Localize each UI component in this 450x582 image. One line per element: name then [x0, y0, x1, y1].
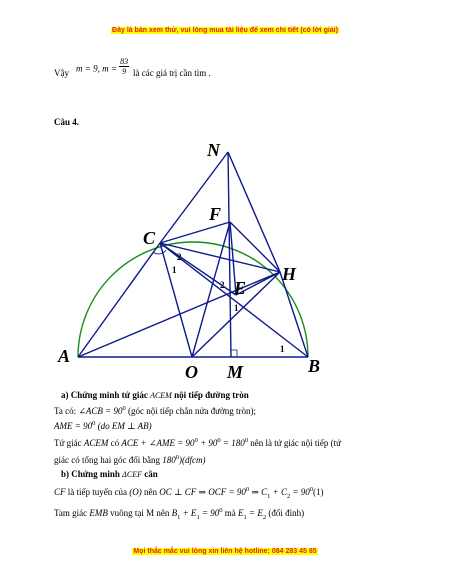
part-a-line3-pre: Tứ giác — [54, 438, 82, 448]
part-b-line1-mid: nên — [144, 487, 157, 497]
part-b-line2-end: (đối đỉnh) — [268, 508, 305, 518]
part-b-title-pre: b) Chứng minh — [61, 469, 120, 479]
part-a-title-var: ACEM — [150, 391, 172, 400]
part-b-title-post: cân — [144, 469, 158, 479]
part-a-title — [61, 390, 249, 400]
part-a-line3-mid: có — [110, 438, 120, 448]
part-a-line4: giác có tổng hai góc đối bằng $180^0)(dfcm)$ — [54, 454, 206, 465]
segment-cn — [160, 152, 228, 243]
right-angle-m — [231, 350, 237, 357]
part-b-title-var: ΔCEF — [122, 470, 142, 479]
part-b-line2-pre: Tam giác — [54, 508, 88, 518]
part-b-line1-o: (O) — [129, 487, 142, 497]
answer-values-text: m = 9, m = — [76, 63, 117, 74]
label-m: M — [227, 362, 244, 382]
part-b-line2-math4: E — [238, 508, 244, 518]
part-b-line2: Tam giác EMB vuông tại M nên $B_1 + E_1 = 90^0$ mà $E_1 = E_2$ (đối đỉnh) — [54, 507, 305, 521]
answer-prefix: Vậy — [54, 68, 69, 78]
part-a-title-pre: a) Chứng minh tứ giác — [61, 390, 148, 400]
part-a-line4-post: )(dfcm) — [178, 455, 206, 465]
part-a-line3-math2: + 90 — [197, 438, 218, 448]
part-a-line1 — [54, 405, 256, 417]
part-b-line2-math: B — [171, 508, 178, 518]
label-c: C — [143, 228, 156, 248]
part-b-line1-text: là tiếp tuyến của — [67, 487, 127, 497]
angle-e1: 1 — [234, 303, 239, 313]
part-b-line2-math3: = 90 — [199, 508, 220, 518]
part-a-line1-math: ∠ACB = 90 — [78, 406, 123, 416]
part-a-line1-sup: 0 — [122, 405, 126, 412]
preview-banner-text: Đây là bản xem thử, vui lòng mua tài liệu để xem chi tiết (có lời giải) — [112, 27, 338, 34]
semicircle-arc — [78, 242, 308, 357]
part-a-line3-math3: = 180 — [220, 438, 245, 448]
part-a-line2-post: (do EM ⊥ AB) — [97, 421, 152, 431]
part-b-line2-math5: = E — [246, 508, 263, 518]
part-b-line1-math3: + C — [270, 487, 287, 497]
part-a-title-post: nội tiếp đường tròn — [174, 390, 249, 400]
angle-c2: 2 — [177, 252, 182, 262]
angle-c1: 1 — [172, 265, 177, 275]
part-a-line4-text: giác có tổng hai góc đối bằng — [54, 455, 160, 465]
label-n: N — [207, 140, 220, 160]
answer-suffix: là các giá trị cần tìm . — [133, 68, 211, 78]
part-b-line1-math2: ⇒ C — [249, 487, 268, 497]
label-b: B — [308, 356, 321, 376]
part-b-line2-mid2: mà — [224, 508, 236, 518]
segment-oc — [160, 243, 192, 357]
hotline-banner-text: Mọi thắc mắc vui lòng xin liên hệ hotline: 084 283 45 85 — [133, 548, 317, 555]
part-b-line1: CF là tiếp tuyến của (O) nên OC ⊥ CF ⇒ OCF = $90^0$ ⇒ $C_1 + C_2 = 90^0(1)$ — [54, 486, 324, 500]
label-f: F — [209, 204, 222, 224]
label-a: A — [58, 346, 71, 366]
part-a-line3: Tứ giác ACEM có ACE + ∠AME = $90^0 + 90^0 = 180^0$ nên là tứ giác nội tiếp (tứ — [54, 437, 341, 448]
part-a-line2-sup: 0 — [92, 420, 96, 427]
hotline-banner — [0, 548, 450, 555]
fraction-numerator: 83 — [120, 57, 129, 66]
part-a-line1-post: (góc nội tiếp chắn nửa đường tròn); — [127, 406, 256, 416]
segment-cf — [160, 222, 230, 243]
part-b-line2-math2: + E — [180, 508, 197, 518]
part-a-line2 — [54, 420, 152, 432]
label-e: E — [234, 278, 247, 298]
label-o: O — [185, 362, 198, 382]
segment-cb — [160, 243, 308, 357]
segment-nh — [228, 152, 280, 272]
part-a-line3-post: nên là tứ giác nội tiếp (tứ — [250, 438, 341, 448]
part-b-line1-math4: = 90 — [290, 487, 310, 497]
part-a-line1-pre: Ta có: — [54, 406, 77, 416]
part-b-line2-mid: vuông tại M nên — [110, 508, 170, 518]
part-b-line1-var: CF — [54, 487, 66, 497]
part-b-line2-var: EMB — [89, 508, 108, 518]
part-a-line3-var: ACEM — [83, 438, 109, 448]
part-b-title — [61, 469, 158, 479]
part-a-line2-math: AME = 90 — [54, 421, 93, 431]
part-b-line1-end: (1) — [313, 487, 324, 497]
part-b-line1-math: OC ⊥ CF ⇒ OCF = 90 — [159, 487, 246, 497]
angle-e2: 2 — [220, 280, 225, 290]
part-a-line4-math: 180 — [162, 455, 176, 465]
segment-nm — [228, 152, 231, 357]
question-label: Câu 4. — [54, 117, 80, 127]
label-h: H — [282, 264, 297, 284]
segment-fh — [230, 222, 280, 272]
part-a-line3-math: ACE + ∠AME = 90 — [121, 438, 195, 448]
angle-b1: 1 — [280, 344, 285, 354]
fraction-denominator: 9 — [122, 67, 127, 76]
